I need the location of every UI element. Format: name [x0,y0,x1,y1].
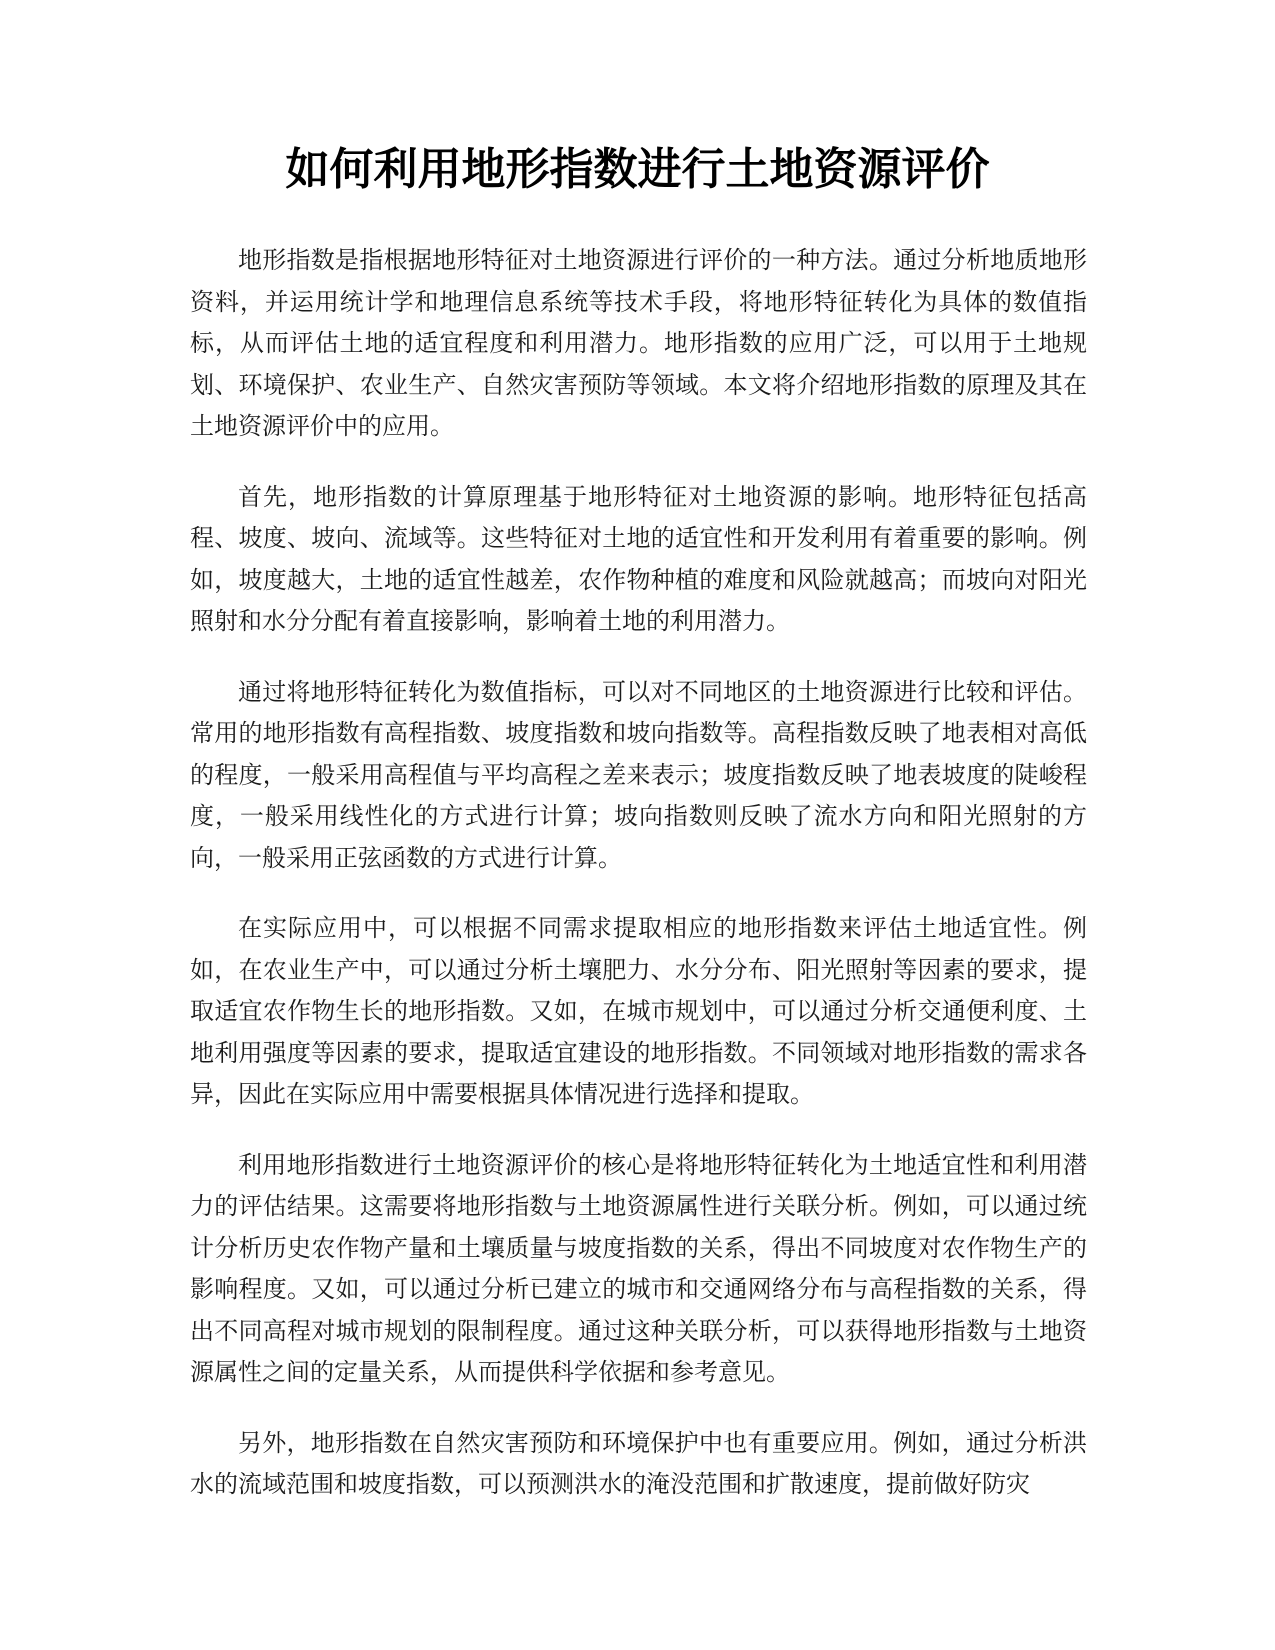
paragraph-4: 在实际应用中，可以根据不同需求提取相应的地形指数来评估土地适宜性。例如，在农业生产中，可以通过分析土壤肥力、水分分布、阳光照射等因素的要求，提取适宜农作物生长的地形指数。又如，在城市规划中，可以通过分析交通便利度、土地利用强度等因素的要求，提取适宜建设的地形指数。不同领域对地形指数的需求各异，因此在实际应用中需要根据具体情况进行选择和提取。 [190,914,1087,1108]
paragraph-3: 通过将地形特征转化为数值指标，可以对不同地区的土地资源进行比较和评估。常用的地形指数有高程指数、坡度指数和坡向指数等。高程指数反映了地表相对高低的程度，一般采用高程值与平均高程之差来表示；坡度指数反映了地表坡度的陡峻程度，一般采用线性化的方式进行计算；坡向指数则反映了流水方向和阳光照射的方向，一般采用正弦函数的方式进行计算。 [190,677,1087,872]
paragraph-5: 利用地形指数进行土地资源评价的核心是将地形特征转化为土地适宜性和利用潜力的评估结果。这需要将地形指数与土地资源属性进行关联分析。例如，可以通过统计分析历史农作物产量和土壤质量与坡度指数的关系，得出不同坡度对农作物生产的影响程度。又如，可以通过分析已建立的城市和交通网络分布与高程指数的关系，得出不同高程对城市规划的限制程度。通过这种关联分析，可以获得地形指数与土地资源属性之间的定量关系，从而提供科学依据和参考意见。 [190,1150,1087,1386]
document-title: 如何利用地形指数进行土地资源评价 [285,144,990,195]
document-body [190,240,1087,1535]
paragraph-6: 另外，地形指数在自然灾害预防和环境保护中也有重要应用。例如，通过分析洪水的流域范围和坡度指数，可以预测洪水的淹没范围和扩散速度，提前做好防灾 [190,1428,1087,1498]
paragraph-2: 首先，地形指数的计算原理基于地形特征对土地资源的影响。地形特征包括高程、坡度、坡向、流域等。这些特征对土地的适宜性和开发利用有着重要的影响。例如，坡度越大，土地的适宜性越差，农作物种植的难度和风险就越高；而坡向对阳光照射和水分分配有着直接影响，影响着土地的利用潜力。 [190,482,1087,635]
paragraph-1: 地形指数是指根据地形特征对土地资源进行评价的一种方法。通过分析地质地形资料，并运用统计学和地理信息系统等技术手段，将地形特征转化为具体的数值指标，从而评估土地的适宜程度和利用潜力。地形指数的应用广泛，可以用于土地规划、环境保护、农业生产、自然灾害预防等领域。本文将介绍地形指数的原理及其在土地资源评价中的应用。 [190,246,1087,440]
